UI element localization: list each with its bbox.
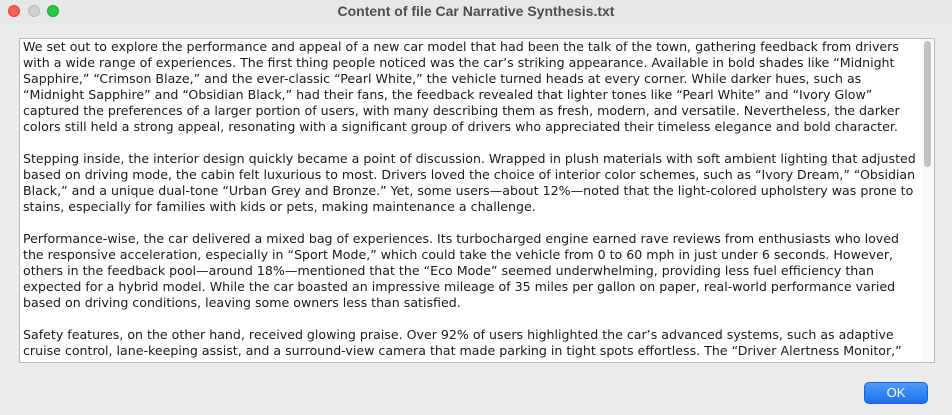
file-content-text-area[interactable] [19,38,935,363]
content-paragraph: We set out to explore the performance and appeal of a new car model that had been the talk of the town, gathering feedback from drivers with a wide range of experiences. The first thing people noticed was the car’s striking appearance. Available in bold shades like “Midnight Sapphire,” “Crimson Blaze,” and the ever-classic “Pearl White,” the vehicle turned heads at every corner. While darker hues, such as “Midnight Sapphire” and “Obsidian Black,” had their fans, the feedback revealed that lighter tones like “Pearl White” and “Ivory Glow” captured the preferences of a larger portion of users, with many describing them as fresh, modern, and versatile. Nevertheless, the darker colors still held a strong appeal, resonating with a significant group of drivers who appreciated their timeless elegance and bold character. [23,39,900,134]
title-bar[interactable] [0,0,952,24]
vertical-scrollbar[interactable] [921,39,934,362]
content-paragraph: Safety features, on the other hand, received glowing praise. Over 92% of users highlighted the car’s advanced systems, such as adaptive cruise control, lane-keeping assist, and a surround-view camera that made parking in tight spots effortless. The “Driver Alertness Monitor,” [23,327,902,358]
content-paragraph: Performance-wise, the car delivered a mixed bag of experiences. Its turbocharged engine earned rave reviews from enthusiasts who loved the responsive acceleration, especially in “Sport Mode,” which could take the vehicle from 0 to 60 mph in just under 6 seconds. However, others in the feedback pool—around 18%—mentioned that the “Eco Mode” seemed underwhelming, providing less fuel efficiency than expected for a hybrid model. While the car boasted an impressive mileage of 35 miles per gallon on paper, real-world performance varied based on driving conditions, leaving some owners less than satisfied. [23,231,899,310]
window-title: Content of file Car Narrative Synthesis.txt [337,3,615,19]
file-content-text [23,39,921,363]
ok-button[interactable]: OK [864,382,928,404]
scrollbar-thumb[interactable] [924,41,931,167]
content-paragraph: Stepping inside, the interior design quickly became a point of discussion. Wrapped in plush materials with soft ambient lighting that adjusted based on driving mode, the cabin felt luxurious to most. Drivers loved the choice of interior color schemes, such as “Ivory Dream,” “Obsidian Black,” and a unique dual-tone “Urban Grey and Bronze.” Yet, some users—about 12%—noted that the light-colored upholstery was prone to stains, especially for families with kids or pets, making maintenance a challenge. [23,151,916,214]
